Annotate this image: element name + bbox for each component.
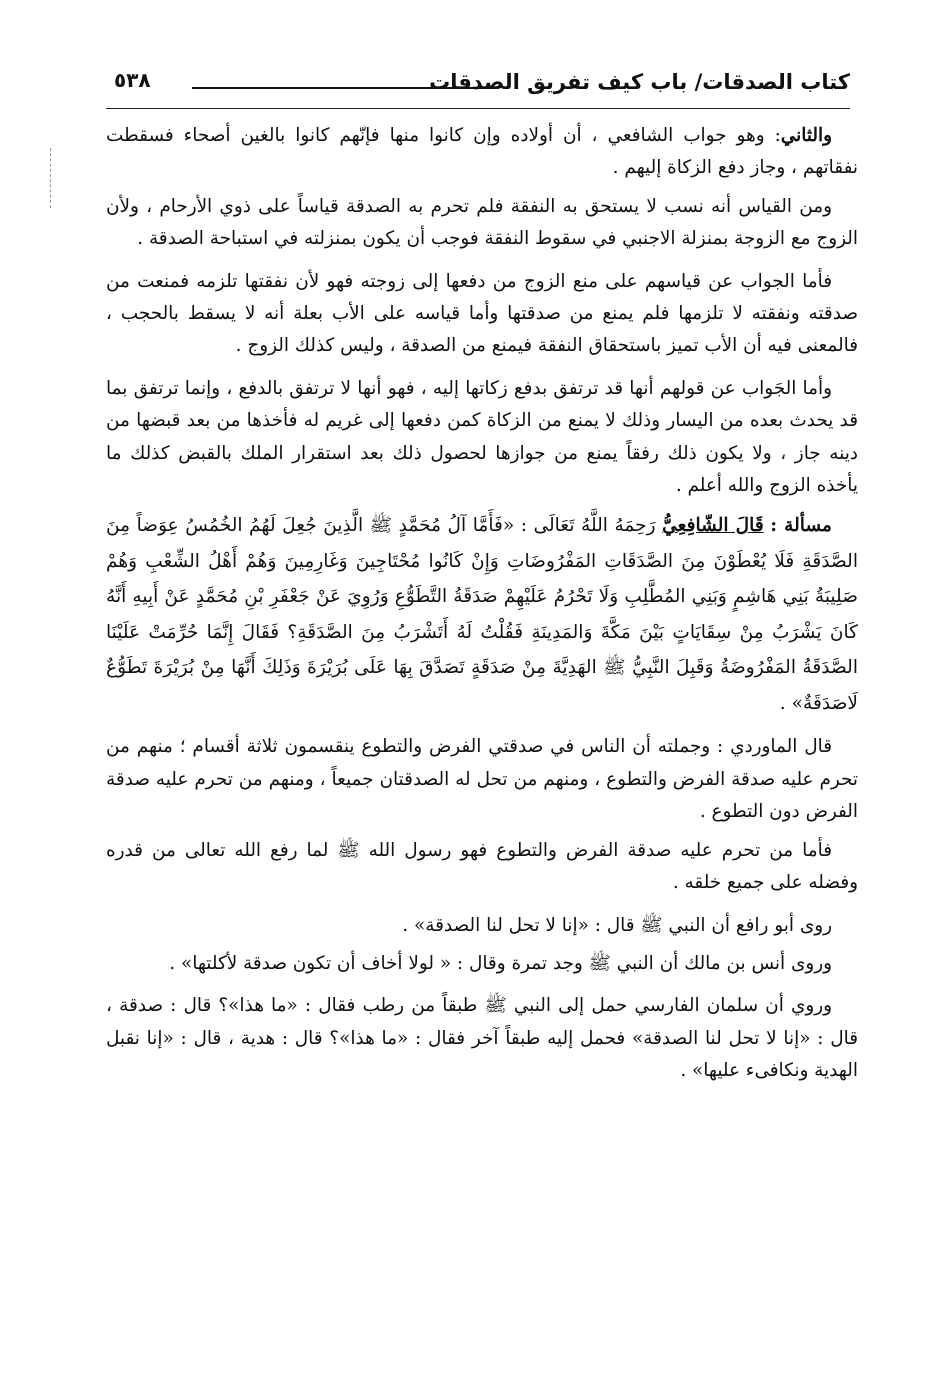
paragraph-1 xyxy=(106,120,858,185)
paragraph-8: روى أبو رافع أن النبي ﷺ قال : «إنا لا تحل لنا الصدقة» . xyxy=(402,914,832,936)
paragraph-3: فأما الجواب عن قياسهم على منع الزوج من دفعها إلى زوجته فهو لأن نفقتها تلزمه فمنعت من صدقته ونفقته لا تلزمها فلم يمنع من صدقتها وأما قياسه على الأب بعلة أنه لا يسقط بالحجب ، فالمعنى فيه أن الأب تميز باستحقاق النفقة فيمنع من الصدقة ، وليس كذلك الزوج . xyxy=(106,270,858,357)
margin-mark xyxy=(50,148,52,208)
paragraph-lead: والثاني xyxy=(780,125,832,146)
paragraph-4: وأما الجَواب عن قولهم أنها قد ترتفق بدفع زكاتها إليه ، فهو أنها لا ترتفق بالدفع ، وإنما ترتفق بما قد يحدث بعده من اليسار وذلك لا يمنع من الزكاة كمن دفعها إلى غريم له فأخذها من بعد قبضها من دينه جاز ، ولا يكون ذلك رفقاً يمنع من جوازها لحصول ذلك بعد استقرار الملك بالقبض كذلك ما يأخذه الزوج والله أعلم . xyxy=(106,377,858,497)
paragraph-9: وروى أنس بن مالك أن النبي ﷺ وجد تمرة وقال : « لولا أخاف أن تكون صدقة لأكلتها» . xyxy=(169,952,832,974)
page-number: ٥٣٨ xyxy=(114,68,151,92)
body-text xyxy=(106,120,858,1098)
masala-author: قَالَ الشّافِعِيُّ xyxy=(662,515,764,537)
paragraph-2: ومن القياس أنه نسب لا يستحق به النفقة فلم تحرم به الصدقة قياساً على ذوي الأرحام ، ولأن الزوج مع الزوجة بمنزلة الاجنبي في سقوط النفقة فوجب أن يكون بمنزلته في استباحة الصدقة . xyxy=(106,195,858,250)
masala-lead: مسألة : xyxy=(770,515,832,537)
header-divider xyxy=(106,108,850,109)
paragraph-10: وروي أن سلمان الفارسي حمل إلى النبي ﷺ طبقاً من رطب فقال : «ما هذا»؟ قال : صدقة ، قال : «إنا لا تحل لنا الصدقة» فحمل إليه طبقاً آخر فقال : «ما هذا»؟ قال : هدية ، قال : «إنا نقبل الهدية ونكافىء عليها» . xyxy=(106,995,858,1082)
masala-paragraph xyxy=(106,508,858,721)
paragraph-7: فأما من تحرم عليه صدقة الفرض والتطوع فهو رسول الله ﷺ لما رفع الله تعالى من قدره وفضله على جميع خلقه . xyxy=(106,839,858,894)
paragraph-text: : وهو جواب الشافعي ، أن أولاده وإن كانوا منها فإنّهم كانوا بالغين أصحاء فسقطت نفقاتهم ، وجاز دفع الزكاة إليهم . xyxy=(106,125,858,179)
header-title: كتاب الصدقات/ باب كيف تفريق الصدقات xyxy=(429,70,850,94)
masala-text: رَحِمَهُ اللَّهُ تَعَالَى : «فَأَمَّا آلُ مُحَمَّدٍ ﷺ الَّذِينَ جُعِلَ لَهُمُ الخُمُسُ عِوَضاً مِنَ الصَّدَقَةِ فَلَا يُعْطَوْنَ مِنَ الصَّدَقَاتِ المَفْرُوضَاتِ وَإِنْ كَانُوا مُحْتَاجِينَ وَغَارِمِينَ وَهُمْ أَهْلُ الشِّعْبِ وَهُمْ صَلِيبَةُ بَنِي هَاشِمٍ وَبَنِي المُطَّلِبِ وَلَا تَحْرُمُ عَلَيْهِمْ صَدَقَةُ التَّطَوُّعِ وَرُوِيَ عَنْ جَعْفَرِ بْنِ مُحَمَّدٍ عَنْ أَبِيهِ أَنَّهُ كَانَ يَشْرَبُ مِنْ سِقَايَاتٍ بَيْنَ مَكَّةَ وَالمَدِينَةِ فَقُلْتُ لَهُ أَتَشْرَبُ مِنَ الصَّدَقَةِ؟ فَقَالَ إِنَّمَا حُرِّمَتْ عَلَيْنَا الصَّدَقَةُ المَفْرُوضَةُ وَقَبِلَ النَّبِيُّ ﷺ الهَدِيَّةَ مِنْ صَدَقَةٍ تَصَدَّقَ بِهَا عَلَى بُرَيْرَةَ وَذَلِكَ أَنَّهَا مِنْ بُرَيْرَةَ تَطَوُّعٌ لَاصَدَقَةٌ» . xyxy=(106,515,858,714)
paragraph-6: قال الماوردي : وجملته أن الناس في صدقتي الفرض والتطوع ينقسمون ثلاثة أقسام ؛ منهم من تحرم عليه صدقة الفرض والتطوع ، ومنهم من تحل له الصدقتان جميعاً ، ومنهم من تحرم عليه صدقة الفرض دون التطوع . xyxy=(106,736,859,823)
running-header xyxy=(106,66,850,106)
header-rule xyxy=(192,87,495,89)
